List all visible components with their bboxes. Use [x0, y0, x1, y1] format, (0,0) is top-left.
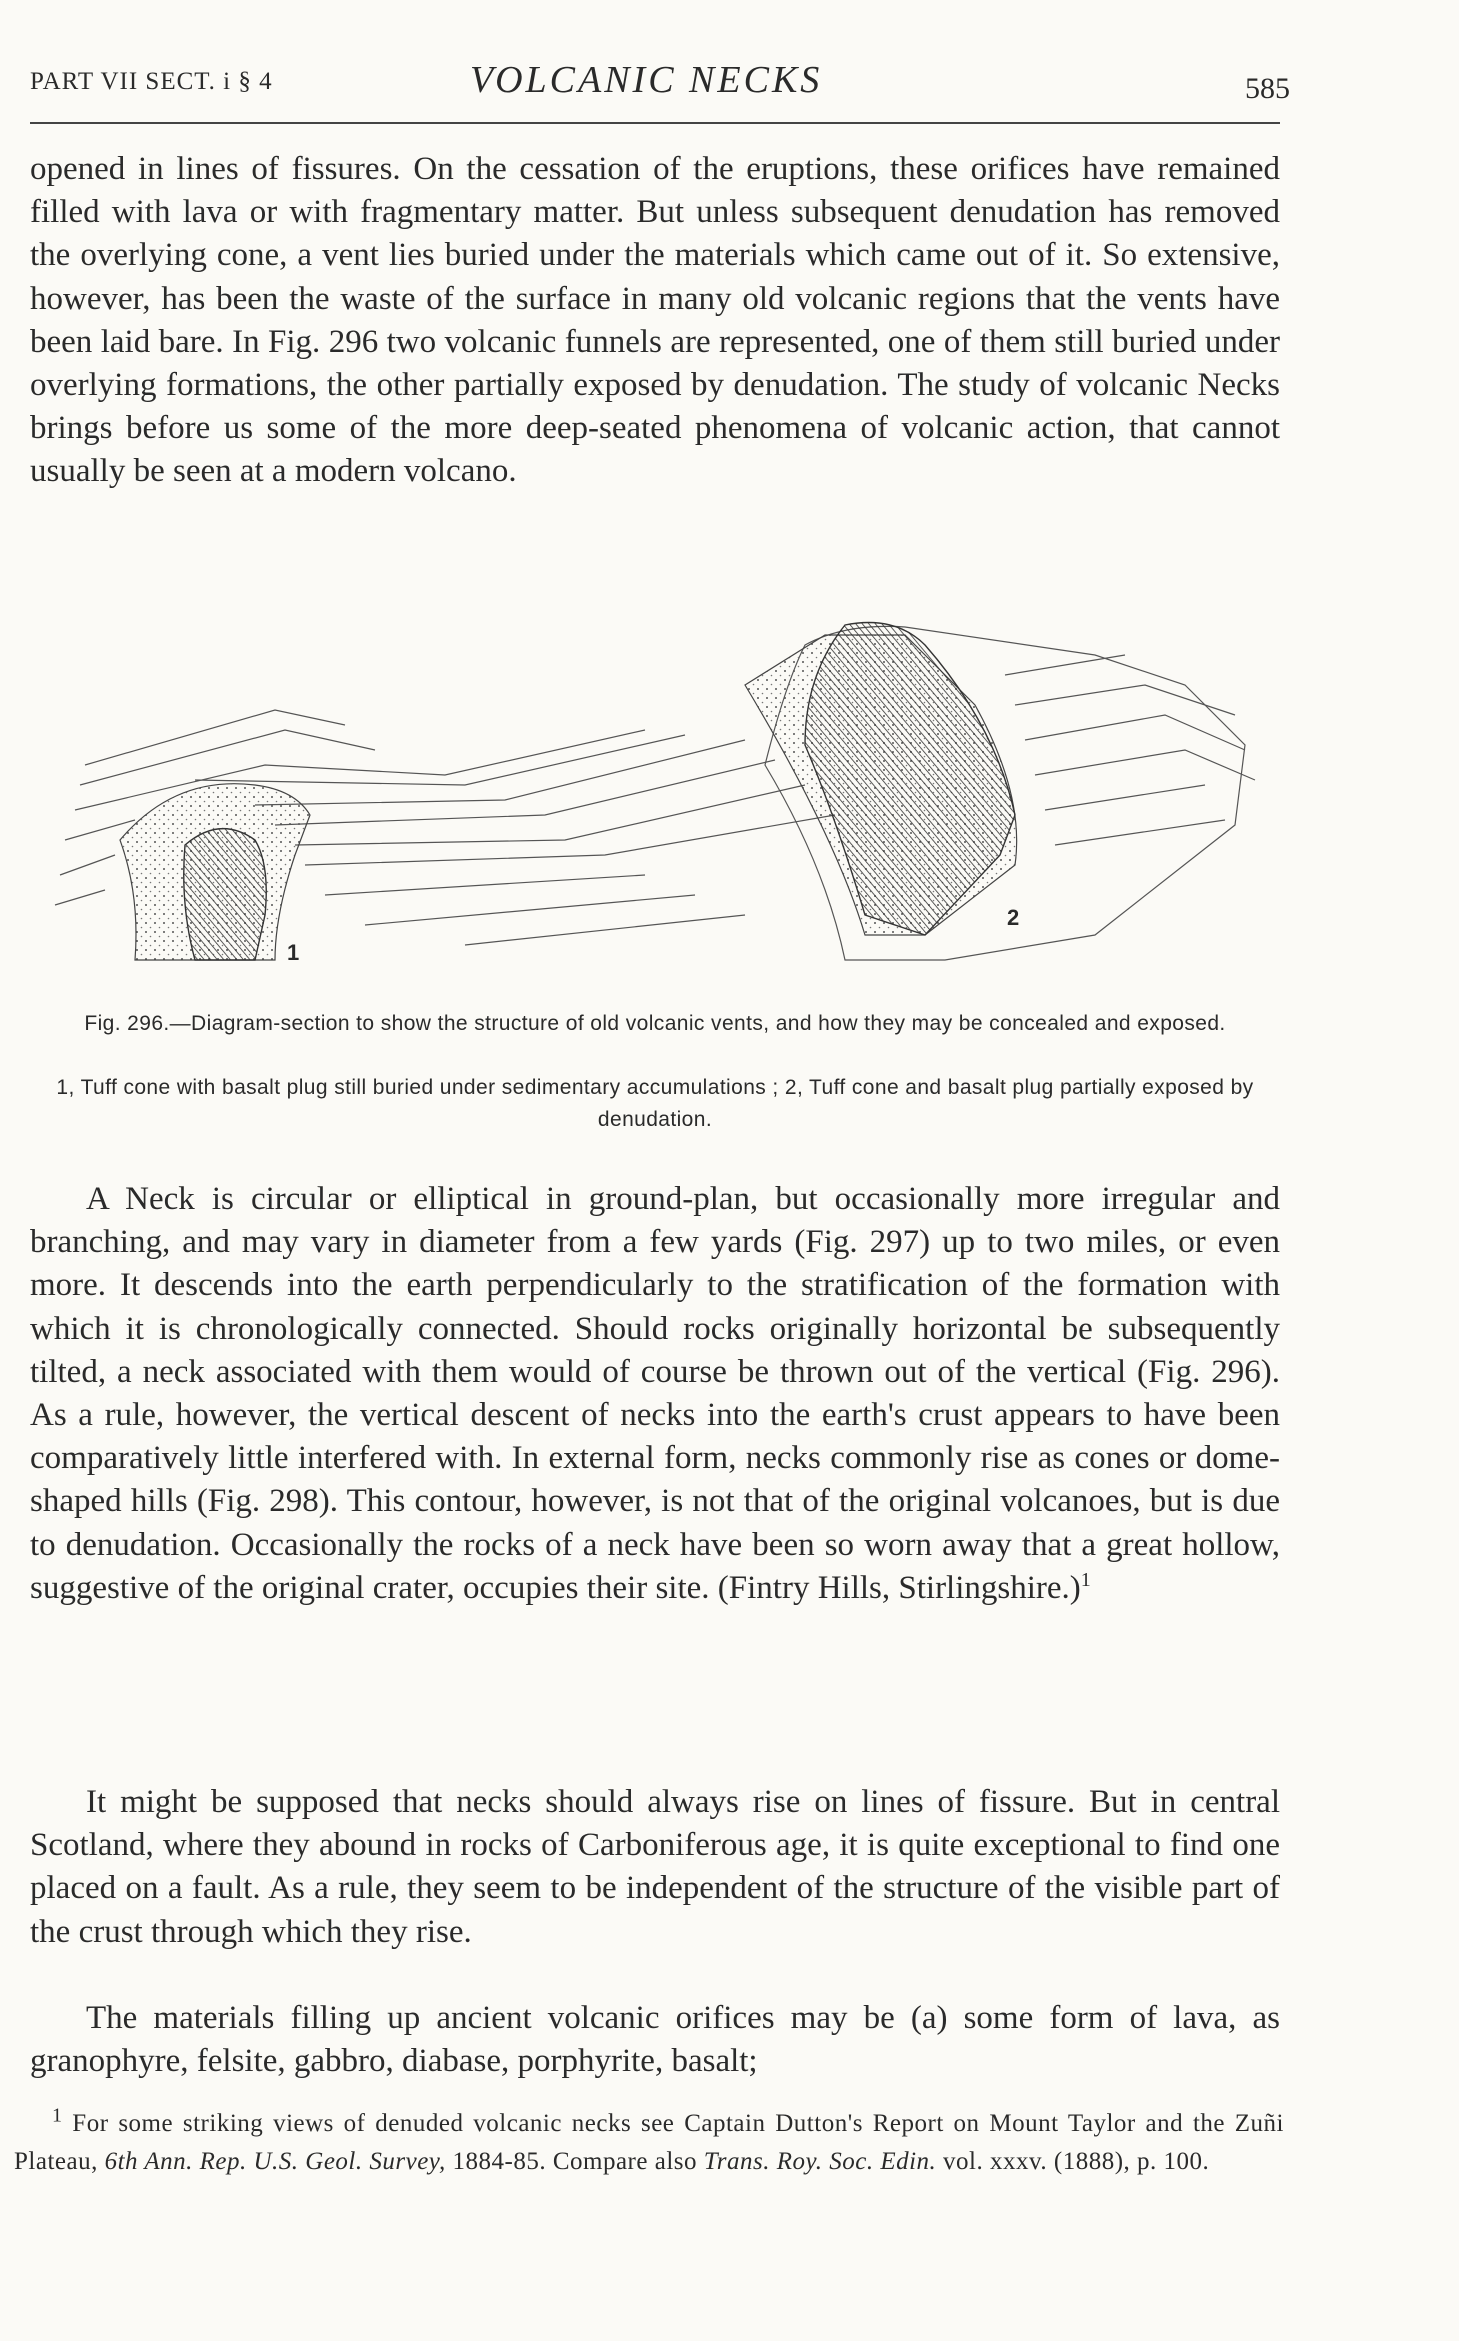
page-title: VOLCANIC NECKS: [470, 59, 823, 101]
footnote-text-after: vol. xxxv. (1888), p. 100.: [936, 2148, 1210, 2175]
header-rule: [30, 122, 1280, 124]
fissure-paragraph: It might be supposed that necks should always rise on lines of fissure. But in central Scotland, where they abound in rocks of Carboniferous age, it is quite exceptional to find one placed on a fault. As a rule, they seem to be independent of the structure of the visible part of the crust through which they rise.: [30, 1784, 1280, 1950]
footnote-citation-1: 6th Ann. Rep. U.S. Geol. Survey,: [104, 2148, 446, 2175]
footnote-reference: 1: [1080, 1568, 1091, 1591]
page-number: 585: [1245, 72, 1290, 105]
footnote-marker: 1: [52, 2104, 63, 2127]
running-head: [30, 58, 1290, 108]
figure-caption-legend: 1, Tuff cone with basalt plug still buried under sedimentary accumulations ; 2, Tuff cone and basalt plug partially exposed by denudation.: [56, 1076, 1254, 1131]
materials-paragraph: The materials filling up ancient volcanic orifices may be (a) some form of lava, as granophyre, felsite, gabbro, diabase, porphyrite, basalt;: [30, 2000, 1280, 2080]
neck-paragraph-text: A Neck is circular or elliptical in ground-plan, but occasionally more irregular and branching, and may vary in diameter from a few yards (Fig. 297) up to two miles, or even more. It descends into the earth perpendicularly to the stratification of the formation with which it is chronologically connected. Should rocks originally horizontal be subsequently tilted, a neck associated with them would of course be thrown out of the vertical (Fig. 296). As a rule, however, the vertical descent of necks into the earth's crust appears to have been comparatively little interfered with. In external form, necks commonly rise as cones or dome-shaped hills (Fig. 298). This contour, however, is not that of the original volcanoes, but is due to denudation. Occasionally the rocks of a neck have been so worn away that a great hollow, suggestive of the original crater, occupies their site. (Fintry Hills, Stirlingshire.): [30, 1181, 1280, 1606]
footnote-text-middle: 1884-85. Compare also: [445, 2148, 704, 2175]
strata-lines-right: [1005, 655, 1255, 845]
footnote: [14, 2105, 1284, 2181]
vent-label-2: 2: [1007, 905, 1020, 930]
footnote-citation-2: Trans. Roy. Soc. Edin.: [703, 2148, 937, 2175]
figure-296: [45, 615, 1295, 1000]
opening-paragraph: opened in lines of fissures. On the cessation of the eruptions, these orifices have remained filled with lava or with fragmentary matter. But unless subsequent denudation has removed the overlying cone, a vent lies buried under the materials which came out of it. So extensive, however, has been the waste of the surface in many old volcanic regions that the vents have been laid bare. In Fig. 296 two volcanic funnels are represented, one of them still buried under overlying formations, the other partially exposed by denudation. The study of volcanic Necks brings before us some of the more deep-seated phenomena of volcanic action, that cannot usually be seen at a modern volcano.: [30, 151, 1280, 490]
basalt-plug-1: [184, 829, 267, 960]
footnote-text-before: For some striking views of denuded volcanic necks see Captain Dutton's Report on Mount Taylor and the Zuñi Plateau,: [14, 2110, 1284, 2175]
volcanic-vent-section-diagram: [45, 615, 1295, 1000]
neck-paragraph: [30, 1178, 1280, 1610]
section-reference: PART VII SECT. i § 4: [30, 68, 273, 95]
vent-label-1: 1: [287, 940, 300, 965]
figure-caption-title: Fig. 296.—Diagram-section to show the structure of old volcanic vents, and how they may be concealed and exposed.: [84, 1012, 1226, 1035]
